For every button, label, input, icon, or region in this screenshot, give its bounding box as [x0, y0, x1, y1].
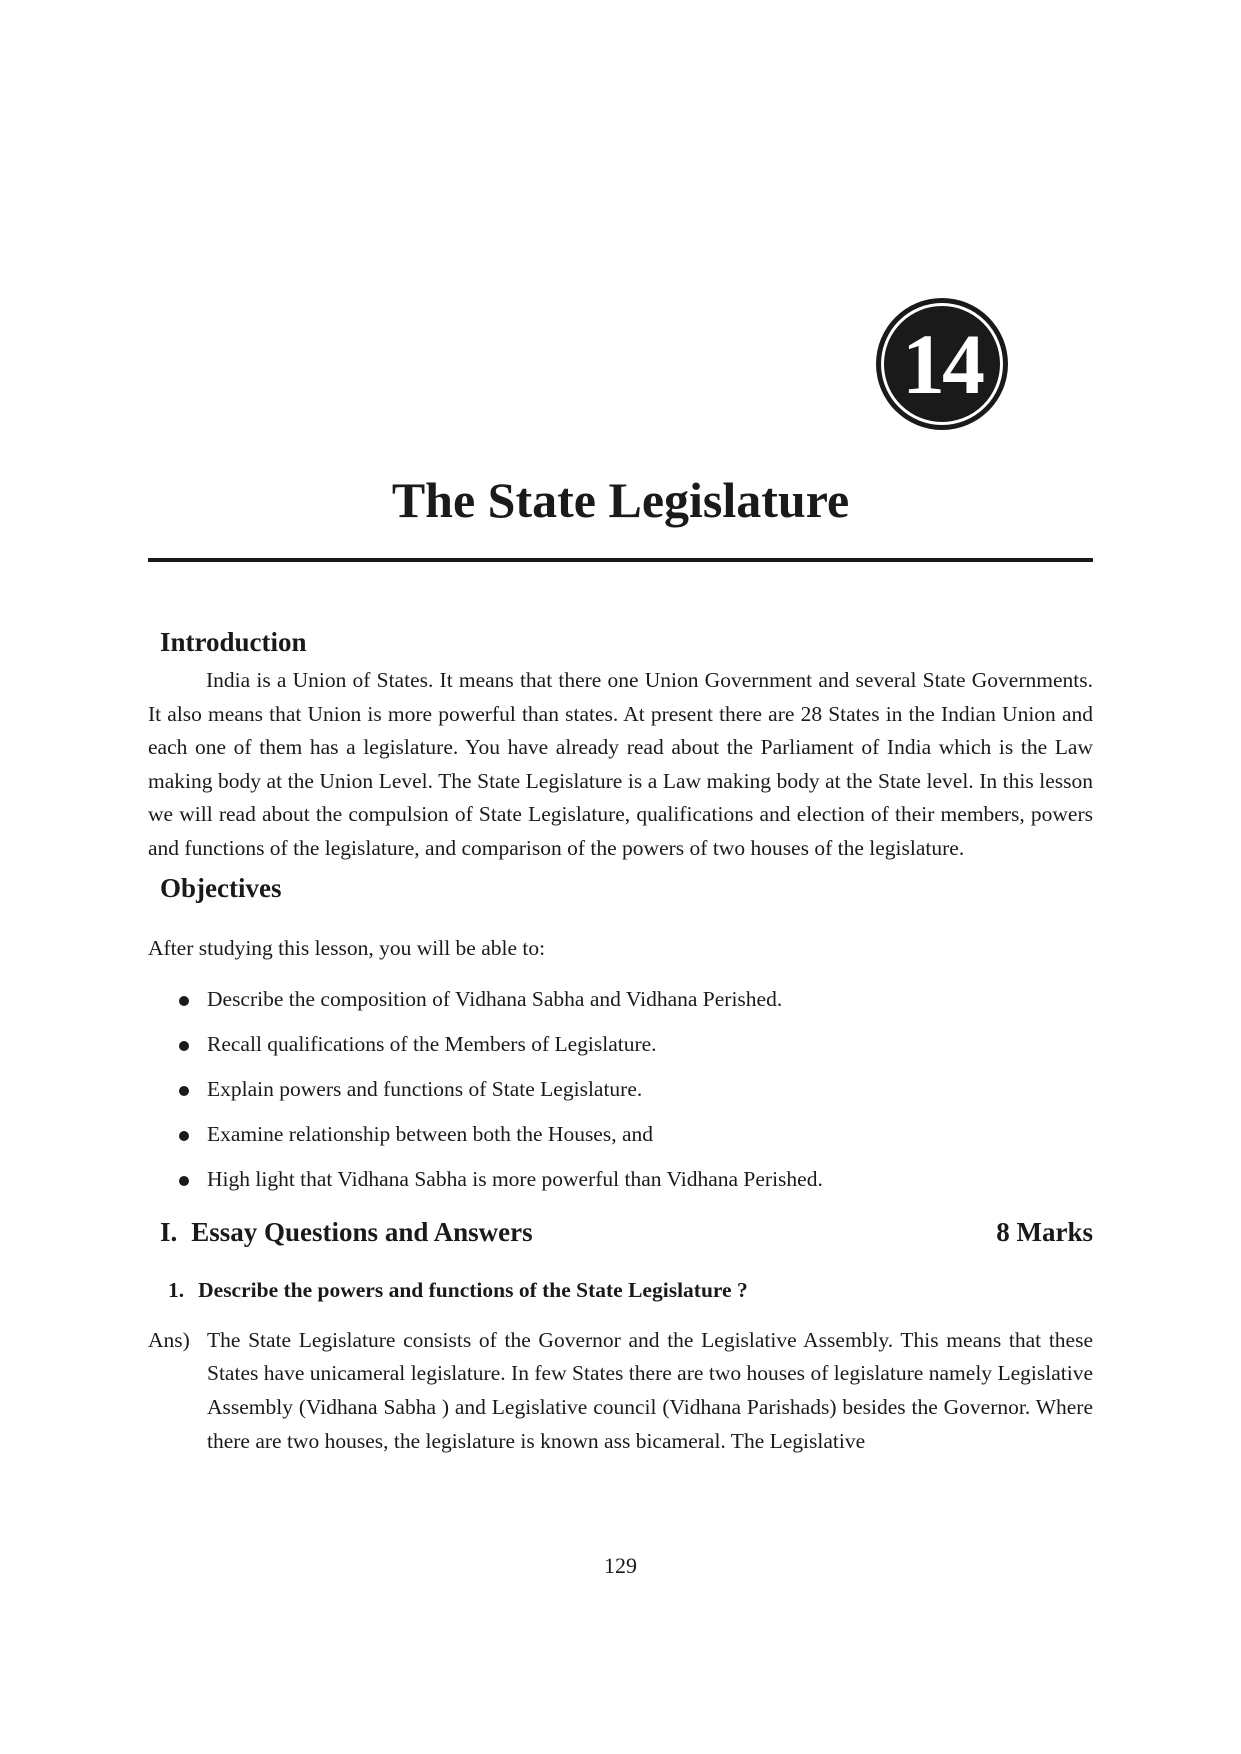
- answer: [148, 1324, 1093, 1458]
- bullet-icon: [179, 1041, 189, 1051]
- objectives-lead: After studying this lesson, you will be able to:: [148, 935, 546, 960]
- chapter-number-badge: [876, 298, 1008, 430]
- objective-item: [148, 977, 1093, 1022]
- question-text: Describe the powers and functions of the State Legislature ?: [198, 1278, 748, 1303]
- title-divider: [148, 558, 1093, 562]
- objective-text: High light that Vidhana Sabha is more powerful than Vidhana Perished.: [207, 1167, 823, 1192]
- objective-item: [148, 1157, 1093, 1202]
- essay-heading-text: Essay Questions and Answers: [191, 1217, 533, 1248]
- objectives-list: [148, 977, 1093, 1202]
- essay-heading-title: [160, 1210, 547, 1254]
- objective-item: [148, 1022, 1093, 1067]
- objective-text: Recall qualifications of the Members of Legislature.: [207, 1032, 657, 1057]
- objective-item: [148, 1112, 1093, 1157]
- essay-section-heading: [160, 1210, 1093, 1254]
- bullet-icon: [179, 1131, 189, 1141]
- chapter-title: The State Legislature: [391, 472, 850, 528]
- question-number: 1.: [168, 1278, 185, 1303]
- objective-text: Examine relationship between both the Houses, and: [207, 1122, 654, 1147]
- objective-item: [148, 1067, 1093, 1112]
- page-number: 129: [604, 1553, 637, 1578]
- bullet-icon: [179, 996, 189, 1006]
- essay-marks: 8 Marks: [996, 1217, 1093, 1248]
- essay-numeral: I.: [160, 1217, 178, 1248]
- introduction-paragraph: India is a Union of States. It means that there one Union Government and several State Governments. It also means that Union is more powerful than states. At present there are 28 States in the Indian Union and each one of them has a legislature. You have already read about the Parliament of India which is the Law making body at the Union Level. The State Legislature is a Law making body at the State level. In this lesson we will read about the compulsion of State Legislature, qualifications and election of their members, powers and functions of the legislature, and comparison of the powers of two houses of the legislature.: [148, 668, 1093, 860]
- page-content: [148, 620, 1093, 1458]
- objective-text: Describe the composition of Vidhana Sabha and Vidhana Perished.: [207, 987, 783, 1012]
- introduction-heading: Introduction: [160, 627, 307, 657]
- answer-label: Ans): [148, 1327, 190, 1352]
- bullet-icon: [179, 1176, 189, 1186]
- chapter-number: 14: [902, 316, 982, 412]
- answer-text: The State Legislature consists of the Governor and the Legislative Assembly. This means that these States have unicameral legislature. In few States there are two houses of legislature namely Legislative Assembly (Vidhana Sabha ) and Legislative council (Vidhana Parishads) besides the Governor. Where there are two houses, the legislature is known ass bicameral. The Legislative: [207, 1327, 1093, 1453]
- objectives-heading: Objectives: [160, 872, 282, 903]
- question: [168, 1274, 1093, 1308]
- bullet-icon: [179, 1086, 189, 1096]
- objective-text: Explain powers and functions of State Legislature.: [207, 1077, 643, 1102]
